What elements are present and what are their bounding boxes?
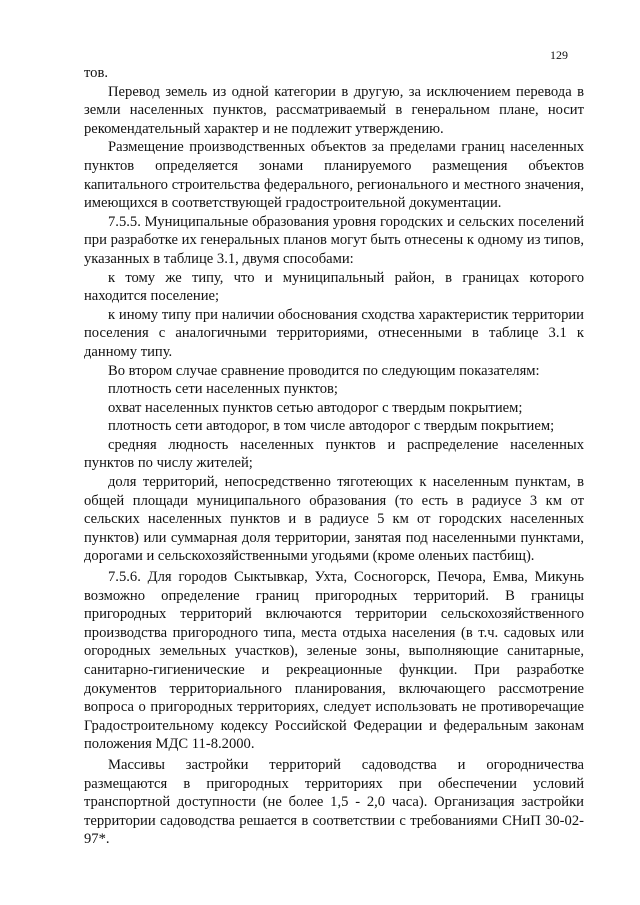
paragraph-7-5-6: 7.5.6. Для городов Сыктывкар, Ухта, Сосногорск, Печора, Емва, Микунь возможно определение границ пригородных территорий. В границы пригородных территорий включаются территории сельскохозяйственного производства пригородного типа, места отдыха населения (в т.ч. садовых или огородных земельных участков), зеленые зоны, выполняющие санитарные, санитарно-гигиенические и рекреационные функции. При разработке документов территориального планирования, включающего рассмотрение вопроса о пригородных территориях, следует использовать не противоречащие Градостроительному кодексу Российской Федерации и федеральным законам положения МДС 11-8.2000. [84,569,584,753]
paragraph-industrial-placement: Размещение производственных объектов за пределами границ населенных пунктов определяется зонами планируемого размещения объектов капитального строительства федерального, регионального и местного значения, имеющихся в соответствующей градостроительной документации. [84,139,584,212]
paragraph-type-other: к иному типу при наличии обоснования сходства характеристик территории поселения с аналогичными территориями, отнесенными в таблице 3.1 к данному типу. [84,306,584,360]
list-item-settlement-density: плотность сети населенных пунктов; [108,381,338,398]
page-number: 129 [550,48,568,62]
body-text [84,64,584,849]
paragraph-continuation: тов. [84,65,109,81]
list-item-average-population: средняя людность населенных пунктов и распределение населенных пунктов по числу жителей; [84,436,584,472]
list-item-road-density: плотность сети автодорог, в том числе автодорог с твердым покрытием; [108,418,555,435]
list-item-territory-share: доля территорий, непосредственно тяготеющих к населенным пунктам, в общей площади муниципального образования (то есть в радиусе 3 км от сельских населенных пунктов и в радиусе 5 км от городских населенных пунктов) или суммарная доля территории, занятая под населенными пунктами, дорогами и сельскохозяйственными угодьями (кроме оленьих пастбищ). [84,474,584,565]
paragraph-comparison-indicators: Во втором случае сравнение проводится по следующим показателям: [108,362,540,379]
paragraph-garden-massifs: Массивы застройки территорий садоводства и огородничества размещаются в пригородных территориях при обеспечении условий транспортной доступности (не более 1,5 - 2,0 часа). Организация застройки территории садоводства решается в соответствии с требованиями СНиП 30-02-97*. [84,756,584,848]
list-item-road-coverage: охват населенных пунктов сетью автодорог с твердым покрытием; [108,399,523,416]
paragraph-7-5-5: 7.5.5. Муниципальные образования уровня городских и сельских поселений при разработке их генеральных планов могут быть отнесены к одному из типов, указанных в таблице 3.1, двумя способами: [84,213,584,267]
paragraph-type-same-as-district: к тому же типу, что и муниципальный район, в границах которого находится поселение; [84,269,584,305]
paragraph-land-category-transfer: Перевод земель из одной категории в другую, за исключением перевода в земли населенных пунктов, рассматриваемый в генеральном плане, носит рекомендательный характер и не подлежит утверждению. [84,83,584,137]
